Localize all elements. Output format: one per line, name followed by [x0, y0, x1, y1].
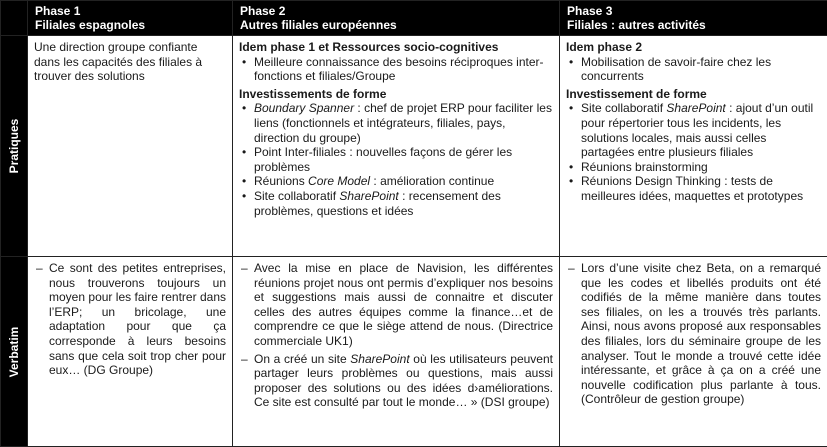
list-item-text: : amélioration continue — [370, 174, 494, 188]
pratiques-phase-3-list-1 — [566, 55, 821, 84]
phase-2-title: Phase 2 — [240, 4, 553, 18]
phase-3-header — [560, 1, 827, 36]
verbatim-label: Verbatim — [7, 326, 21, 377]
pratiques-phase-3-list-2 — [566, 101, 821, 203]
verbatim-row-label — [1, 257, 28, 447]
quote-item — [239, 261, 553, 349]
phase-1-title: Phase 1 — [35, 4, 226, 18]
list-item-prefix: Site collaboratif — [581, 101, 666, 115]
quote-text: Avec la mise en place de Navision, les différentes réunions projet nous ont permis d’expliquer nos besoins et suggestions mais aussi de connaitre et discuter celles des autres équipes comme la finance…et de comprendre ce que le siège attend de nous. (Directrice commerciale UK1) — [254, 261, 553, 348]
corner-cell — [1, 1, 28, 36]
list-item — [566, 101, 821, 159]
phase-3-subtitle: Filiales : autres activités — [567, 18, 821, 32]
quote-text: où les utilisateurs peuvent partager leurs problèmes ou questions, mais aussi proposer des solutions ou des idées d›améliorations. Ce site est consulté par tout le monde… » (DSI groupe) — [254, 352, 553, 410]
header-row — [1, 1, 827, 36]
list-item-prefix: Site collaboratif — [254, 189, 339, 203]
quote-item — [239, 352, 553, 410]
list-item: • Meilleure connaissance des besoins réciproques inter-fonctions et filiales/Groupe — [239, 55, 553, 84]
verbatim-phase-3-list — [566, 261, 821, 407]
pratiques-phase-2-heading-1: Idem phase 1 et Ressources socio-cognitives — [239, 40, 553, 55]
list-item-emphasis: Boundary Spanner — [254, 101, 354, 115]
list-item-text: Réunions brainstorming — [581, 160, 708, 174]
verbatim-phase-2-list — [239, 261, 553, 410]
pratiques-phase-3 — [560, 36, 827, 257]
verbatim-phase-3 — [560, 257, 827, 447]
pratiques-phase-1-text: Une direction groupe confiante dans les capacités des filiales à trouver des solutions — [34, 40, 226, 84]
pratiques-phase-1 — [28, 36, 233, 257]
list-item-emphasis: SharePoint — [339, 189, 398, 203]
phase-3-title: Phase 3 — [567, 4, 821, 18]
list-item — [566, 174, 821, 203]
phase-1-subtitle: Filiales espagnoles — [35, 18, 226, 32]
pratiques-row-label — [1, 36, 28, 257]
quote-prefix: On a créé un site — [254, 352, 350, 366]
phase-1-header — [28, 1, 233, 36]
list-item — [239, 101, 553, 145]
phase-2-header — [233, 1, 560, 36]
pratiques-row — [1, 36, 827, 257]
list-item: • Mobilisation de savoir-faire chez les concurrents — [566, 55, 821, 84]
list-item-text: : recensement des problèmes, questions et idées — [254, 189, 501, 218]
quote-item: – Lors d’une visite chez Beta, on a remarqué que les codes et libellés produits ont été codifiés de la même manière dans toutes ses filiales, on les a trouvés très parlants. Ainsi, nous avons proposé aux responsables des filiales, lors du séminaire groupe de les analyser. Tout le monde a trouvé cette idée intéressante, et grâce à ça on a créé une nouvelle codification plus parlante à tous. (Contrôleur de gestion groupe) — [566, 261, 821, 407]
pratiques-label: Pratiques — [7, 119, 21, 174]
phase-2-subtitle: Autres filiales européennes — [240, 18, 553, 32]
pratiques-phase-2-heading-2: Investissements de forme — [239, 87, 553, 102]
pratiques-phase-3-heading-1: Idem phase 2 — [566, 40, 821, 55]
quote-item: – Ce sont des petites entreprises, nous trouverons toujours un moyen pour les faire rentrer dans l’ERP; un bricolage, une adaptation pour que ça corresponde à leurs besoins sans que cela soit trop cher pour eux… (DG Groupe) — [34, 261, 226, 378]
list-item-emphasis: Core Model — [308, 174, 370, 188]
pratiques-phase-3-heading-2: Investissement de forme — [566, 87, 821, 102]
quote-emphasis: SharePoint — [350, 352, 409, 366]
list-item-text: Point Inter-filiales : nouvelles façons de gérer les problèmes — [254, 145, 512, 174]
list-item — [566, 160, 821, 175]
pratiques-phase-2-list-2 — [239, 101, 553, 218]
verbatim-phase-2 — [233, 257, 560, 447]
pratiques-phase-2 — [233, 36, 560, 257]
list-item-prefix: Réunions — [254, 174, 308, 188]
verbatim-phase-1 — [28, 257, 233, 447]
list-item — [239, 189, 553, 218]
pratiques-phase-2-list-1 — [239, 55, 553, 84]
verbatim-phase-1-list — [34, 261, 226, 378]
list-item — [239, 145, 553, 174]
list-item-text: : chef de projet ERP pour faciliter les liens (fonctionnels et intégrateurs, filiales, pays, direction du groupe) — [254, 101, 552, 144]
list-item-text: Réunions Design Thinking : tests de meilleures idées, maquettes et prototypes — [581, 174, 803, 203]
verbatim-row — [1, 257, 827, 447]
list-item — [239, 174, 553, 189]
list-item-emphasis: SharePoint — [666, 101, 725, 115]
list-item-text: : ajout d’un outil pour répertorier tous les incidents, les solutions locales, mais aussi celles partagées entre plusieurs filiales — [581, 101, 813, 159]
